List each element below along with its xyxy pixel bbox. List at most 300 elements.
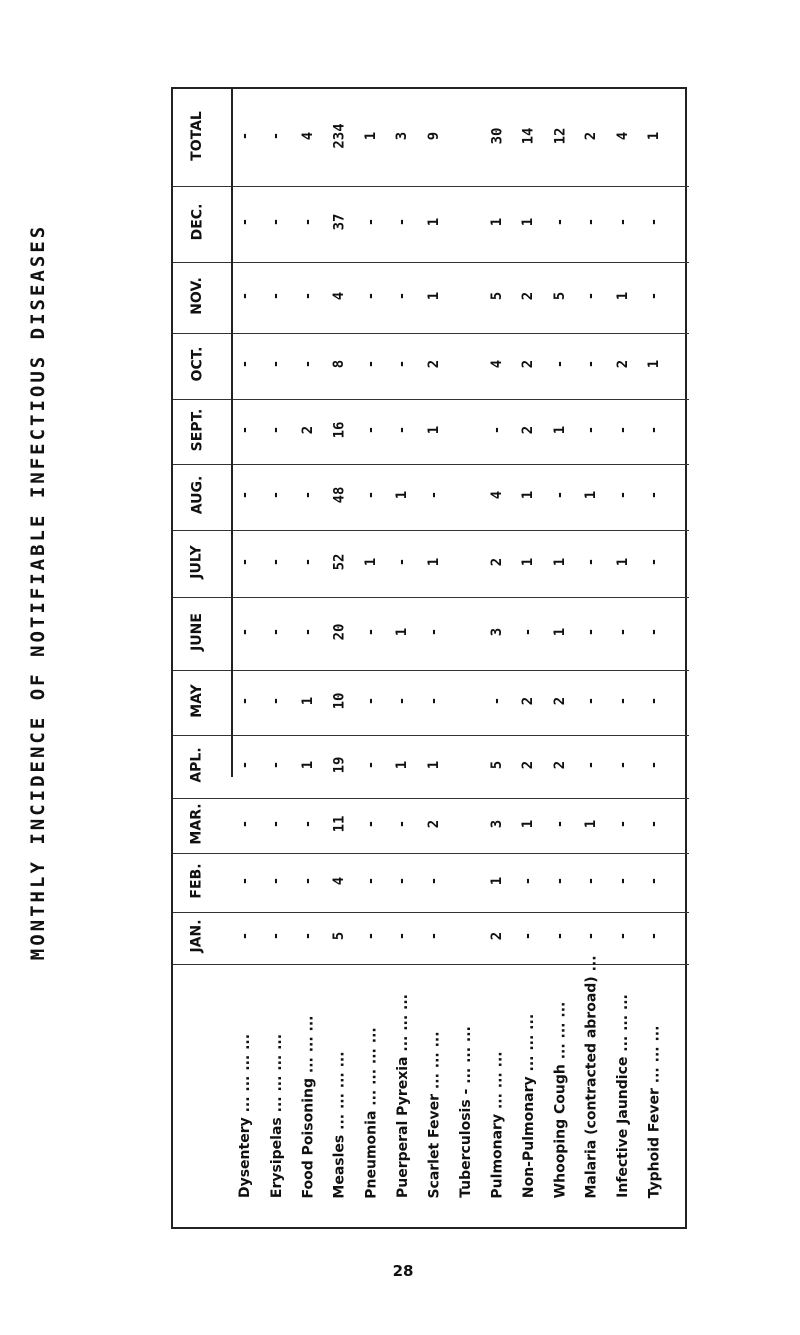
table-cell — [232, 595, 258, 668]
table-cell — [358, 397, 384, 462]
disease-label-text: Infective Jaundice ... ... ... — [614, 994, 631, 1198]
table-cell-value: 30 — [488, 127, 505, 144]
table-cell-value: 5 — [552, 291, 568, 300]
table-cell-value: - — [646, 557, 663, 566]
table-cell — [421, 184, 447, 260]
table-cell — [610, 397, 636, 462]
table-cell — [421, 260, 447, 331]
table-cell-value: - — [552, 931, 568, 941]
disease-label-text: Pulmonary ... ... ... — [489, 1050, 506, 1199]
table-cell-value: - — [363, 217, 379, 227]
disease-label-text: Non-Pulmonary ... ... ... — [520, 1013, 537, 1199]
table-cell-value: - — [615, 627, 631, 636]
table-cell-value: 1 — [300, 760, 316, 769]
table-cell — [642, 528, 668, 595]
table-cell — [295, 462, 321, 528]
table-cell — [579, 397, 605, 462]
table-cell — [579, 462, 605, 528]
table-cell-value: - — [300, 291, 316, 300]
column-header-apl — [177, 733, 217, 796]
table-cell-value: 4 — [489, 490, 505, 500]
table-cell — [547, 528, 573, 595]
table-cell-value: - — [300, 557, 316, 566]
table-cell — [421, 668, 447, 733]
table-cell-value: 14 — [520, 127, 537, 144]
disease-label — [609, 775, 637, 1200]
table-cell-value: - — [237, 425, 253, 434]
table-cell-value: 5 — [489, 760, 505, 769]
table-cell-value: - — [363, 291, 379, 300]
table-cell — [390, 184, 416, 260]
table-cell — [264, 331, 290, 397]
table-cell — [547, 595, 573, 668]
table-cell — [327, 184, 353, 260]
disease-label-text: Tuberculosis - ... ... ... — [457, 1026, 474, 1198]
table-cell — [264, 595, 290, 668]
table-cell-value: - — [646, 291, 663, 300]
table-cell-value: - — [552, 359, 568, 369]
table-cell-value: 2 — [552, 760, 568, 769]
table-cell — [264, 87, 290, 184]
table-cell — [295, 184, 321, 260]
table-cell-value: 2 — [426, 359, 442, 369]
table-cell-value: 1 — [394, 760, 411, 769]
table-cell-value: - — [268, 931, 285, 941]
table-cell-value: - — [363, 696, 379, 705]
table-cell — [295, 595, 321, 668]
table-cell-value: - — [268, 490, 285, 500]
table-cell-value: 2 — [615, 359, 631, 369]
table-cell — [358, 331, 384, 397]
table-cell — [610, 331, 636, 397]
table-cell-value: 1 — [489, 217, 505, 227]
table-cell-value: - — [615, 425, 631, 434]
table-cell — [547, 462, 573, 528]
table-cell — [232, 184, 258, 260]
table-cell — [610, 668, 636, 733]
table-cell — [516, 184, 542, 260]
table-cell — [547, 184, 573, 260]
table-cell-value: - — [394, 876, 411, 885]
table-cell-value: 1 — [394, 490, 411, 500]
table-cell-value: 1 — [426, 217, 442, 227]
table-cell — [264, 397, 290, 462]
table-cell-value: 1 — [426, 557, 442, 566]
table-cell — [610, 87, 636, 184]
table-cell — [547, 397, 573, 462]
table-cell — [516, 331, 542, 397]
table-cell-value: - — [426, 696, 442, 705]
column-header-label: AUG. — [189, 475, 205, 515]
table-cell-value: - — [268, 819, 285, 828]
table-cell — [579, 184, 605, 260]
column-header-jan — [177, 910, 217, 962]
table-cell — [232, 462, 258, 528]
table-cell-value: 3 — [489, 819, 505, 828]
table-cell-value: - — [615, 490, 631, 500]
table-cell — [327, 260, 353, 331]
table-cell-value: 5 — [331, 931, 348, 941]
table-cell-value: 1 — [394, 627, 411, 636]
table-cell — [547, 331, 573, 397]
table-cell — [358, 260, 384, 331]
table-cell — [327, 331, 353, 397]
column-header-july — [177, 528, 217, 595]
table-cell-value: 1 — [583, 490, 600, 500]
table-cell-value: - — [237, 696, 253, 705]
table-cell-value: 4 — [615, 131, 631, 140]
page-number: 28 — [392, 1262, 414, 1280]
column-header-oct — [177, 331, 217, 397]
table-cell — [484, 528, 510, 595]
table-cell — [390, 260, 416, 331]
table-cell-value: 1 — [520, 557, 537, 566]
table-cell-value: - — [363, 876, 379, 885]
table-cell-value: - — [363, 819, 379, 828]
table-cell — [295, 528, 321, 595]
disease-label — [420, 775, 448, 1200]
disease-label — [452, 775, 480, 1200]
table-cell-value: - — [363, 760, 379, 769]
table-cell — [232, 528, 258, 595]
table-cell-value: - — [646, 876, 663, 885]
table-cell-value: - — [646, 425, 663, 434]
table-cell-value: - — [237, 557, 253, 566]
table-cell-value: 3 — [394, 131, 411, 140]
table-cell-value: - — [583, 876, 600, 885]
table-cell-value: - — [646, 696, 663, 705]
table-cell-value: 1 — [615, 291, 631, 300]
table-cell — [264, 184, 290, 260]
table-cell-value: - — [237, 876, 253, 885]
table-cell-value: - — [489, 696, 505, 705]
table-cell — [358, 595, 384, 668]
table-cell-value: - — [426, 627, 442, 636]
disease-label — [515, 775, 543, 1200]
table-cell — [327, 668, 353, 733]
table-cell-value: - — [394, 819, 411, 828]
table-cell-value: 9 — [426, 131, 442, 140]
table-cell — [484, 668, 510, 733]
table-cell-value: 1 — [520, 490, 537, 500]
table-cell-value: - — [268, 359, 285, 369]
table-cell — [642, 595, 668, 668]
disease-label — [389, 775, 417, 1200]
page-title — [22, 22, 54, 1162]
table-cell-value: 20 — [331, 623, 348, 640]
column-header-nov — [177, 260, 217, 331]
table-cell-value: - — [394, 931, 411, 941]
table-cell — [610, 462, 636, 528]
table-cell-value: - — [300, 490, 316, 500]
disease-label — [483, 775, 511, 1200]
table-cell — [579, 668, 605, 733]
table-cell-value: - — [615, 217, 631, 227]
table-cell-value: - — [237, 627, 253, 636]
table-cell — [390, 462, 416, 528]
table-cell — [421, 87, 447, 184]
table-cell — [516, 528, 542, 595]
table-cell — [327, 462, 353, 528]
table-cell — [610, 595, 636, 668]
table-cell-value: 1 — [363, 557, 379, 566]
column-header-label: NOV. — [189, 276, 205, 315]
table-cell — [579, 87, 605, 184]
column-header-label: JULY — [189, 544, 205, 579]
column-header-aug — [177, 462, 217, 528]
table-cell — [547, 668, 573, 733]
table-cell — [264, 528, 290, 595]
table-cell-value: 11 — [331, 815, 348, 832]
table-cell — [232, 397, 258, 462]
table-cell — [516, 260, 542, 331]
table-cell-value: - — [646, 819, 663, 828]
table-cell-value: - — [268, 217, 285, 227]
table-cell — [642, 260, 668, 331]
table-cell-value: - — [394, 557, 411, 566]
table-cell-value: - — [394, 696, 411, 705]
table-cell — [579, 331, 605, 397]
table-cell-value: 2 — [426, 819, 442, 828]
table-cell — [390, 595, 416, 668]
table-cell-value: 234 — [331, 122, 348, 149]
table-cell-value: 1 — [426, 291, 442, 300]
table-cell — [421, 528, 447, 595]
table-cell — [484, 397, 510, 462]
table-cell — [390, 668, 416, 733]
table-cell-value: - — [615, 696, 631, 705]
table-cell — [516, 87, 542, 184]
table-cell — [295, 668, 321, 733]
table-cell — [295, 87, 321, 184]
table-cell-value: 5 — [489, 291, 505, 300]
table-cell-value: - — [520, 627, 537, 636]
table-cell-value: 1 — [363, 131, 379, 140]
table-cell — [295, 260, 321, 331]
table-cell — [327, 397, 353, 462]
table-cell-value: - — [394, 359, 411, 369]
column-header-label: SEPT. — [189, 408, 205, 451]
table-cell — [358, 184, 384, 260]
table-cell-value: - — [489, 425, 505, 434]
table-cell — [327, 528, 353, 595]
table-cell-value: 1 — [426, 760, 442, 769]
table-cell-value: - — [394, 425, 411, 434]
table-cell-value: - — [646, 760, 663, 769]
table-cell-value: 2 — [489, 931, 505, 941]
column-header-total — [177, 87, 217, 184]
column-header-label: MAR. — [189, 802, 205, 845]
disease-label-text: Typhoid Fever ... ... ... — [646, 1025, 663, 1198]
table-cell-value: - — [552, 217, 568, 227]
table-cell — [358, 668, 384, 733]
disease-label — [326, 775, 354, 1200]
disease-label-text: Dysentery ... ... ... ... — [237, 1033, 254, 1199]
disease-label-text: Whooping Cough ... ... ... — [551, 1001, 568, 1198]
table-cell — [358, 87, 384, 184]
table-cell-value: 10 — [331, 692, 348, 709]
disease-label — [578, 775, 606, 1200]
table-cell-value: 3 — [489, 627, 505, 636]
disease-label — [231, 775, 259, 1200]
table-cell-value: 2 — [552, 696, 568, 705]
disease-label — [546, 775, 574, 1200]
column-header-dec — [177, 184, 217, 260]
table-cell — [610, 528, 636, 595]
table-cell-value: - — [268, 291, 285, 300]
table-cell-value: - — [268, 876, 285, 885]
table-cell-value: 16 — [331, 421, 348, 438]
table-cell-value: 37 — [331, 213, 348, 231]
table-cell-value: - — [268, 131, 285, 140]
table-cell — [516, 595, 542, 668]
table-cell — [390, 528, 416, 595]
table-cell-value: - — [237, 217, 253, 227]
table-cell-value: 2 — [520, 760, 537, 769]
table-cell-value: 2 — [520, 291, 537, 300]
table-cell-value: - — [300, 359, 316, 369]
disease-label — [641, 775, 669, 1200]
table-cell-value: - — [426, 490, 442, 500]
disease-label-text: Scarlet Fever ... ... ... — [426, 1030, 443, 1199]
table-cell — [232, 260, 258, 331]
table-cell — [358, 462, 384, 528]
table-cell-value: 2 — [520, 696, 537, 705]
column-header-sept — [177, 397, 217, 462]
table-cell-value: 2 — [583, 131, 600, 140]
table-cell — [390, 331, 416, 397]
table-cell-value: 1 — [520, 819, 537, 828]
table-cell — [327, 87, 353, 184]
column-header-label: DEC. — [189, 203, 205, 241]
table-cell-value: 1 — [646, 359, 663, 369]
table-cell — [516, 397, 542, 462]
table-cell-value: - — [268, 425, 285, 434]
table-cell-value: - — [363, 931, 379, 941]
table-cell — [547, 87, 573, 184]
table-cell-value: 1 — [489, 876, 505, 885]
table-cell — [295, 397, 321, 462]
table-cell — [421, 462, 447, 528]
table-cell-value: - — [300, 876, 316, 885]
table-cell-value: 4 — [331, 291, 348, 300]
column-header-label: TOTAL — [189, 110, 206, 161]
table-cell-value: 1 — [615, 557, 631, 566]
table-cell — [579, 528, 605, 595]
table-cell — [484, 184, 510, 260]
table-cell — [484, 462, 510, 528]
disease-label — [294, 775, 322, 1200]
table-cell-value: 2 — [520, 425, 537, 434]
table-cell — [484, 595, 510, 668]
disease-label-text: Erysipelas ... ... ... ... — [268, 1033, 285, 1199]
table-cell-value: 4 — [300, 131, 316, 140]
table-cell-value: 2 — [300, 425, 316, 434]
table-cell-value: 1 — [552, 557, 568, 566]
table-cell — [484, 87, 510, 184]
table-cell-value: - — [363, 425, 379, 434]
disease-label-text: Puerperal Pyrexia ... ... ... — [394, 994, 411, 1198]
table-cell-value: - — [237, 291, 253, 300]
table-cell — [232, 668, 258, 733]
table-cell — [358, 528, 384, 595]
table-cell-value: - — [426, 876, 442, 885]
table-cell — [547, 260, 573, 331]
table-cell — [264, 668, 290, 733]
table-cell — [642, 184, 668, 260]
table-cell-value: - — [268, 557, 285, 566]
table-cell-value: - — [237, 490, 253, 500]
table-cell-value: - — [268, 627, 285, 636]
table-cell-value: - — [237, 760, 253, 769]
table-cell — [264, 462, 290, 528]
table-cell — [421, 397, 447, 462]
table-cell-value: - — [583, 696, 600, 705]
table-cell — [327, 595, 353, 668]
table-cell — [610, 260, 636, 331]
table-cell — [232, 331, 258, 397]
table-cell — [610, 184, 636, 260]
disease-label-text: Food Poisoning ... ... ... — [300, 1015, 316, 1198]
table-cell-value: 1 — [520, 217, 537, 227]
table-cell — [642, 331, 668, 397]
disease-label-text: Malaria (contracted abroad) ... — [583, 954, 600, 1199]
table-cell-value: 4 — [489, 359, 505, 369]
table-cell-value: 2 — [489, 557, 505, 566]
table-cell-value: - — [552, 876, 568, 885]
table-cell — [579, 260, 605, 331]
table-cell-value: 1 — [552, 425, 568, 434]
table-cell-value: - — [583, 217, 600, 227]
table-cell-value: 1 — [552, 627, 568, 636]
table-cell-value: - — [237, 131, 253, 140]
table-cell — [421, 595, 447, 668]
column-header-label: JUNE — [188, 612, 205, 651]
disease-label — [263, 775, 291, 1200]
table-cell-value: - — [300, 819, 316, 828]
table-cell-value: - — [300, 217, 316, 227]
table-cell-value: - — [583, 627, 600, 636]
page-title-text: MONTHLY INCIDENCE OF NOTIFIABLE INFECTIOUS DISEASES — [27, 223, 50, 961]
column-header-label: MAY — [188, 683, 205, 718]
table-cell — [516, 462, 542, 528]
table-cell-value: - — [237, 359, 253, 369]
table-cell-value: - — [646, 217, 663, 227]
table-cell-value: - — [363, 490, 379, 500]
table-cell-value: 1 — [583, 819, 600, 828]
column-header-mar — [177, 796, 217, 851]
table-cell-value: - — [615, 876, 631, 885]
table-cell-value: - — [520, 876, 537, 885]
table-cell — [642, 668, 668, 733]
table-cell — [516, 668, 542, 733]
table-cell-value: - — [646, 490, 663, 500]
table-cell — [579, 595, 605, 668]
table-cell-value: - — [268, 696, 285, 705]
table-cell — [642, 462, 668, 528]
column-header-label: JAN. — [189, 919, 205, 953]
table-cell — [390, 87, 416, 184]
table-cell-value: - — [426, 931, 442, 941]
table-cell — [295, 331, 321, 397]
column-header-may — [177, 668, 217, 733]
table-cell-value: - — [615, 819, 631, 828]
table-cell — [484, 260, 510, 331]
disease-label — [357, 775, 385, 1200]
table-cell-value: 8 — [331, 359, 348, 369]
column-header-label: FEB. — [189, 862, 205, 899]
table-cell-value: - — [583, 760, 600, 769]
